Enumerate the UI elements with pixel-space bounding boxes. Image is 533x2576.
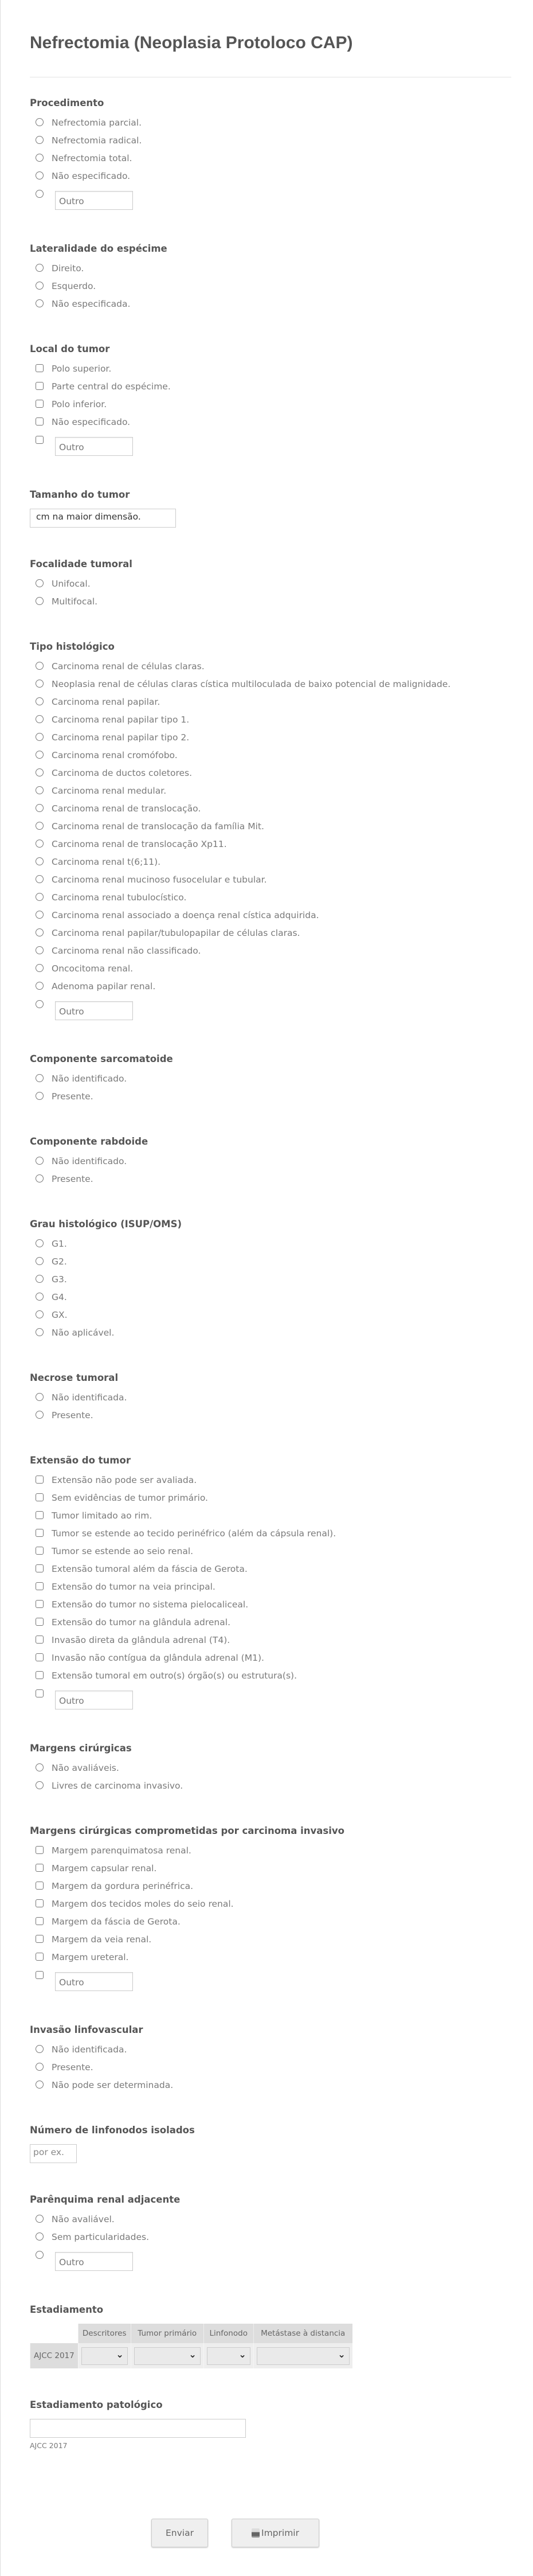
section-label: Número de linfonodos isolados <box>30 2125 195 2136</box>
option-label: G1. <box>52 1238 67 1249</box>
radio-option[interactable] <box>30 575 505 592</box>
checkbox-option[interactable] <box>30 395 505 413</box>
radio-button[interactable] <box>36 715 44 723</box>
section-numero-de-linfonodos-isolados <box>30 2124 505 2163</box>
option-label: GX. <box>52 1309 68 1320</box>
section-label: Extensão do tumor <box>30 1455 131 1466</box>
linfonodo-select[interactable] <box>207 2347 250 2365</box>
checkbox[interactable] <box>36 1899 44 1907</box>
section-label: Parênquima renal adjacente <box>30 2194 181 2205</box>
option-label: Não especificada. <box>52 298 131 309</box>
option-label: Não avaliável. <box>52 2214 115 2224</box>
option-label: Multifocal. <box>52 596 98 607</box>
radio-button[interactable] <box>36 893 44 901</box>
submit-button-label: Enviar <box>166 2528 194 2538</box>
other-input[interactable]: Outro <box>55 1691 133 1709</box>
checkbox[interactable] <box>36 1547 44 1555</box>
checkbox[interactable] <box>36 1600 44 1608</box>
section-tipo-histologico <box>30 640 505 1022</box>
radio-option[interactable] <box>30 2076 505 2094</box>
other-input[interactable]: Outro <box>55 191 133 210</box>
radio-option[interactable] <box>30 853 505 871</box>
checkbox[interactable] <box>36 1971 44 1979</box>
option-label: Carcinoma renal de células claras. <box>52 661 205 672</box>
radio-option[interactable] <box>30 114 505 131</box>
radio-button[interactable] <box>36 597 44 605</box>
option-label: Carcinoma renal papilar tipo 2. <box>52 732 190 743</box>
option-label: Não pode ser determinada. <box>52 2079 174 2090</box>
option-label: Sem evidências de tumor primário. <box>52 1492 208 1503</box>
option-label: Presente. <box>52 2062 93 2072</box>
section-focalidade-tumoral <box>30 557 505 610</box>
checkbox-option[interactable] <box>30 377 505 395</box>
section-label: Necrose tumoral <box>30 1372 119 1383</box>
checkbox-option[interactable] <box>30 1895 505 1913</box>
option-label: Polo inferior. <box>52 399 107 409</box>
option-label: Não identificado. <box>52 1073 127 1084</box>
section-extensao-do-tumor <box>30 1454 505 1712</box>
radio-option[interactable] <box>30 799 505 817</box>
checkbox-option[interactable] <box>30 1542 505 1560</box>
radio-button[interactable] <box>36 2215 44 2223</box>
option-label: Nefrectomia parcial. <box>52 117 142 128</box>
radio-option[interactable] <box>30 711 505 728</box>
option-label: Invasão não contígua da glândula adrenal (M1). <box>52 1652 264 1663</box>
radio-button[interactable] <box>36 2045 44 2053</box>
option-label: Presente. <box>52 1410 93 1420</box>
checkbox-option[interactable] <box>30 1560 505 1578</box>
checkbox[interactable] <box>36 364 44 372</box>
checkbox[interactable] <box>36 1671 44 1679</box>
option-label: Não especificado. <box>52 416 131 427</box>
radio-option[interactable] <box>30 906 505 924</box>
option-label: Invasão direta da glândula adrenal (T4). <box>52 1634 230 1645</box>
section-label: Procedimento <box>30 97 104 108</box>
section-label: Tamanho do tumor <box>30 489 130 500</box>
other-option[interactable] <box>30 431 505 458</box>
option-label: Carcinoma renal de translocação da família Mit. <box>52 821 264 832</box>
radio-option[interactable] <box>30 888 505 906</box>
checkbox-option[interactable] <box>30 1666 505 1684</box>
radio-option[interactable] <box>30 817 505 835</box>
checkbox[interactable] <box>36 1689 44 1697</box>
radio-option[interactable] <box>30 764 505 782</box>
option-label: Extensão tumoral além da fáscia de Gerota. <box>52 1563 248 1574</box>
checkbox[interactable] <box>36 1493 44 1501</box>
radio-option[interactable] <box>30 693 505 711</box>
other-option[interactable] <box>30 185 505 212</box>
radio-option[interactable] <box>30 924 505 942</box>
staging-col-tumor-primario: Tumor primário <box>131 2324 203 2343</box>
option-label: Neoplasia renal de células claras cística multiloculada de baixo potencial de malignidade. <box>52 678 451 689</box>
radio-option[interactable] <box>30 746 505 764</box>
section-label: Margens cirúrgicas <box>30 1743 132 1754</box>
section-grau-histologico-isup-oms <box>30 1217 505 1341</box>
printer-icon <box>252 2528 260 2538</box>
radio-button[interactable] <box>36 786 44 794</box>
radio-option[interactable] <box>30 1288 505 1306</box>
option-label: Carcinoma renal associado a doença renal cística adquirida. <box>52 910 319 920</box>
radio-button[interactable] <box>36 1781 44 1789</box>
checkbox[interactable] <box>36 382 44 390</box>
radio-button[interactable] <box>36 1763 44 1771</box>
option-label: Carcinoma renal medular. <box>52 785 167 796</box>
option-label: Parte central do espécime. <box>52 381 171 392</box>
option-label: Margem capsular renal. <box>52 1863 157 1874</box>
other-input[interactable]: Outro <box>55 1972 133 1991</box>
checkbox-option[interactable] <box>30 1877 505 1895</box>
other-option[interactable] <box>30 995 505 1022</box>
radio-button[interactable] <box>36 1239 44 1247</box>
staging-section <box>30 2303 505 2368</box>
radio-button[interactable] <box>36 1393 44 1401</box>
other-option[interactable] <box>30 2246 505 2273</box>
staging-label: Estadiamento <box>30 2304 104 2315</box>
radio-option[interactable] <box>30 2228 505 2246</box>
option-label: Não identificada. <box>52 2044 127 2055</box>
section-label: Componente rabdoide <box>30 1136 148 1147</box>
radio-option[interactable] <box>30 295 505 313</box>
radio-button[interactable] <box>36 154 44 162</box>
checkbox[interactable] <box>36 400 44 408</box>
section-lateralidade-do-especime <box>30 242 505 313</box>
section-label: Componente sarcomatoide <box>30 1053 173 1064</box>
radio-option[interactable] <box>30 675 505 693</box>
option-label: Margem parenquimatosa renal. <box>52 1845 191 1856</box>
checkbox-option[interactable] <box>30 1595 505 1613</box>
option-label: Polo superior. <box>52 363 112 374</box>
option-label: Unifocal. <box>52 578 91 589</box>
checkbox-option[interactable] <box>30 1631 505 1649</box>
radio-option[interactable] <box>30 131 505 149</box>
section-invasao-linfovascular <box>30 2023 505 2094</box>
descritores-select[interactable] <box>81 2347 128 2365</box>
option-label: Extensão tumoral em outro(s) órgão(s) ou estrutura(s). <box>52 1670 297 1681</box>
checkbox[interactable] <box>36 1564 44 1572</box>
section-tamanho-do-tumor <box>30 488 505 528</box>
radio-button[interactable] <box>36 171 44 179</box>
checkbox[interactable] <box>36 1476 44 1484</box>
section-necrose-tumoral <box>30 1371 505 1424</box>
option-label: Extensão do tumor na glândula adrenal. <box>52 1617 230 1627</box>
radio-button[interactable] <box>36 2232 44 2241</box>
section-label: Local do tumor <box>30 344 110 354</box>
radio-button[interactable] <box>36 680 44 688</box>
radio-option[interactable] <box>30 942 505 959</box>
radio-option[interactable] <box>30 1270 505 1288</box>
option-label: Margem da gordura perinéfrica. <box>52 1880 194 1891</box>
option-label: Não identificado. <box>52 1156 127 1166</box>
option-label: Carcinoma renal cromófobo. <box>52 750 178 760</box>
radio-button[interactable] <box>36 662 44 670</box>
radio-button[interactable] <box>36 875 44 883</box>
section-margens-cirurgicas <box>30 1742 505 1794</box>
radio-option[interactable] <box>30 1406 505 1424</box>
checkbox-option[interactable] <box>30 413 505 431</box>
section-procedimento <box>30 96 505 212</box>
option-label: Esquerdo. <box>52 280 96 291</box>
option-label: Carcinoma de ductos coletores. <box>52 767 193 778</box>
checkbox[interactable] <box>36 1917 44 1925</box>
checkbox-option[interactable] <box>30 1489 505 1506</box>
option-label: Direito. <box>52 263 84 274</box>
option-label: Carcinoma renal de translocação Xp11. <box>52 838 227 849</box>
checkbox[interactable] <box>36 1653 44 1661</box>
option-label: Carcinoma renal papilar. <box>52 696 160 707</box>
radio-button[interactable] <box>36 1092 44 1100</box>
radio-option[interactable] <box>30 1759 505 1777</box>
radio-button[interactable] <box>36 118 44 126</box>
checkbox-option[interactable] <box>30 360 505 377</box>
checkbox[interactable] <box>36 1864 44 1872</box>
option-label: Carcinoma renal não classificado. <box>52 945 201 956</box>
checkbox-option[interactable] <box>30 1613 505 1631</box>
option-label: Carcinoma renal papilar tipo 1. <box>52 714 190 725</box>
option-label: Margem dos tecidos moles do seio renal. <box>52 1898 234 1909</box>
staging-corner <box>30 2324 79 2343</box>
radio-button[interactable] <box>36 1328 44 1336</box>
radio-option[interactable] <box>30 592 505 610</box>
option-label: Margem da fáscia de Gerota. <box>52 1916 181 1927</box>
other-input[interactable]: Outro <box>55 1001 133 1020</box>
radio-button[interactable] <box>36 964 44 972</box>
radio-button[interactable] <box>36 751 44 759</box>
radio-button[interactable] <box>36 768 44 776</box>
checkbox-option[interactable] <box>30 1859 505 1877</box>
radio-button[interactable] <box>36 282 44 290</box>
print-button-label: Imprimir <box>261 2528 299 2538</box>
checkbox[interactable] <box>36 1846 44 1854</box>
option-label: Carcinoma renal papilar/tubulopapilar de células claras. <box>52 927 300 938</box>
checkbox-option[interactable] <box>30 1930 505 1948</box>
option-label: Carcinoma renal t(6;11). <box>52 856 161 867</box>
option-label: G4. <box>52 1291 67 1302</box>
option-label: G2. <box>52 1256 67 1267</box>
section-componente-rabdoide <box>30 1135 505 1188</box>
radio-option[interactable] <box>30 277 505 295</box>
page-title: Nefrectomia (Neoplasia Protoloco CAP) <box>30 33 353 52</box>
option-label: Tumor se estende ao seio renal. <box>52 1545 194 1556</box>
staging-col-linfonodo: Linfonodo <box>203 2324 253 2343</box>
checkbox-option[interactable] <box>30 1913 505 1930</box>
radio-option[interactable] <box>30 959 505 977</box>
radio-button[interactable] <box>36 2081 44 2089</box>
radio-option[interactable] <box>30 1070 505 1087</box>
radio-button[interactable] <box>36 928 44 936</box>
other-option[interactable] <box>30 1966 505 1993</box>
radio-button[interactable] <box>36 857 44 865</box>
section-label: Invasão linfovascular <box>30 2024 143 2035</box>
option-label: Não aplicável. <box>52 1327 115 1338</box>
option-label: G3. <box>52 1274 67 1285</box>
radio-option[interactable] <box>30 149 505 167</box>
checkbox[interactable] <box>36 1636 44 1644</box>
checkbox-option[interactable] <box>30 1649 505 1666</box>
option-label: Presente. <box>52 1173 93 1184</box>
radio-button[interactable] <box>36 1074 44 1082</box>
radio-button[interactable] <box>36 1275 44 1283</box>
radio-button[interactable] <box>36 1293 44 1301</box>
checkbox[interactable] <box>36 1935 44 1943</box>
section-local-do-tumor <box>30 342 505 458</box>
checkbox-option[interactable] <box>30 1506 505 1524</box>
option-label: Tumor limitado ao rim. <box>52 1510 152 1521</box>
submit-button[interactable] <box>151 2519 208 2547</box>
radio-option[interactable] <box>30 2058 505 2076</box>
option-label: Tumor se estende ao tecido perinéfrico (além da cápsula renal). <box>52 1528 336 1539</box>
radio-button[interactable] <box>36 190 44 198</box>
staging-table <box>30 2324 352 2368</box>
checkbox[interactable] <box>36 1882 44 1890</box>
radio-option[interactable] <box>30 728 505 746</box>
checkbox[interactable] <box>36 436 44 444</box>
radio-button[interactable] <box>36 946 44 954</box>
other-input[interactable]: Outro <box>55 2252 133 2271</box>
form-body <box>30 96 505 2480</box>
radio-button[interactable] <box>36 1157 44 1165</box>
checkbox-option[interactable] <box>30 1471 505 1489</box>
other-option[interactable] <box>30 1684 505 1712</box>
option-label: Adenoma papilar renal. <box>52 981 156 992</box>
section-label: Focalidade tumoral <box>30 559 132 569</box>
option-label: Não avaliáveis. <box>52 1762 119 1773</box>
option-label: Extensão do tumor no sistema pielocaliceal. <box>52 1599 249 1610</box>
option-label: Não identificada. <box>52 1392 127 1403</box>
option-label: Oncocitoma renal. <box>52 963 134 974</box>
radio-option[interactable] <box>30 1388 505 1406</box>
checkbox[interactable] <box>36 1618 44 1626</box>
radio-button[interactable] <box>36 1411 44 1419</box>
section-label: Lateralidade do espécime <box>30 243 167 254</box>
checkbox[interactable] <box>36 1582 44 1590</box>
radio-option[interactable] <box>30 1170 505 1188</box>
lymph-node-count-input[interactable]: por ex. <box>30 2144 77 2163</box>
radio-button[interactable] <box>36 733 44 741</box>
option-label: Margem da veia renal. <box>52 1934 152 1945</box>
radio-button[interactable] <box>36 804 44 812</box>
option-label: Carcinoma renal de translocação. <box>52 803 201 814</box>
radio-option[interactable] <box>30 977 505 995</box>
option-label: Carcinoma renal mucinoso fusocelular e tubular. <box>52 874 267 885</box>
staging-row-label: AJCC 2017 <box>30 2343 79 2368</box>
radio-option[interactable] <box>30 782 505 799</box>
pathologic-staging-input[interactable] <box>30 2419 246 2438</box>
checkbox-option[interactable] <box>30 1578 505 1595</box>
checkbox-option[interactable] <box>30 1948 505 1966</box>
option-label: Extensão do tumor na veia principal. <box>52 1581 215 1592</box>
other-input[interactable]: Outro <box>55 437 133 456</box>
staging-col-metastase: Metástase à distancia <box>253 2324 352 2343</box>
option-label: Extensão não pode ser avaliada. <box>52 1474 197 1485</box>
radio-option[interactable] <box>30 657 505 675</box>
radio-button[interactable] <box>36 2063 44 2071</box>
pathologic-staging-section <box>30 2398 505 2450</box>
checkbox[interactable] <box>36 1953 44 1961</box>
radio-option[interactable] <box>30 1777 505 1794</box>
section-label: Grau histológico (ISUP/OMS) <box>30 1219 182 1230</box>
radio-button[interactable] <box>36 697 44 705</box>
radio-button[interactable] <box>36 982 44 990</box>
pathologic-staging-helper: AJCC 2017 <box>30 2441 68 2450</box>
option-label: Carcinoma renal tubulocístico. <box>52 892 187 903</box>
metastase-select[interactable] <box>257 2347 350 2365</box>
checkbox-option[interactable] <box>30 1841 505 1859</box>
radio-option[interactable] <box>30 1252 505 1270</box>
radio-button[interactable] <box>36 822 44 830</box>
section-margens-cirurgicas-comprometidas-por-carcinoma-invasivo <box>30 1824 505 1993</box>
radio-option[interactable] <box>30 1235 505 1252</box>
radio-option[interactable] <box>30 2210 505 2228</box>
option-label: Nefrectomia total. <box>52 153 132 163</box>
radio-option[interactable] <box>30 1152 505 1170</box>
radio-option[interactable] <box>30 871 505 888</box>
option-label: Livres de carcinoma invasivo. <box>52 1780 183 1791</box>
option-label: Nefrectomia radical. <box>52 135 142 146</box>
checkbox[interactable] <box>36 1511 44 1519</box>
radio-button[interactable] <box>36 264 44 272</box>
radio-button[interactable] <box>36 136 44 144</box>
radio-button[interactable] <box>36 1257 44 1265</box>
pathologic-staging-label: Estadiamento patológico <box>30 2399 163 2410</box>
staging-col-descritores: Descritores <box>78 2324 131 2343</box>
radio-button[interactable] <box>36 299 44 307</box>
radio-button[interactable] <box>36 1000 44 1008</box>
radio-button[interactable] <box>36 1174 44 1182</box>
section-label: Margens cirúrgicas comprometidas por carcinoma invasivo <box>30 1825 344 1836</box>
radio-option[interactable] <box>30 1306 505 1324</box>
radio-button[interactable] <box>36 840 44 848</box>
radio-option[interactable] <box>30 1087 505 1105</box>
option-label: Presente. <box>52 1091 93 1102</box>
checkbox-option[interactable] <box>30 1524 505 1542</box>
radio-option[interactable] <box>30 2040 505 2058</box>
radio-option[interactable] <box>30 167 505 185</box>
radio-button[interactable] <box>36 911 44 919</box>
print-button[interactable] <box>232 2519 319 2547</box>
option-label: Sem particularidades. <box>52 2231 150 2242</box>
radio-option[interactable] <box>30 259 505 277</box>
radio-option[interactable] <box>30 835 505 853</box>
tumor-size-input[interactable]: cm na maior dimensão. <box>30 509 176 528</box>
section-label: Tipo histológico <box>30 641 115 652</box>
option-label: Não especificado. <box>52 170 131 181</box>
section-parenquima-renal-adjacente <box>30 2193 505 2273</box>
radio-option[interactable] <box>30 1324 505 1341</box>
radio-button[interactable] <box>36 1310 44 1318</box>
radio-button[interactable] <box>36 579 44 587</box>
tumor-primario-select[interactable] <box>134 2347 201 2365</box>
section-componente-sarcomatoide <box>30 1052 505 1105</box>
radio-button[interactable] <box>36 2251 44 2259</box>
option-label: Margem ureteral. <box>52 1951 129 1962</box>
checkbox[interactable] <box>36 417 44 426</box>
checkbox[interactable] <box>36 1529 44 1537</box>
